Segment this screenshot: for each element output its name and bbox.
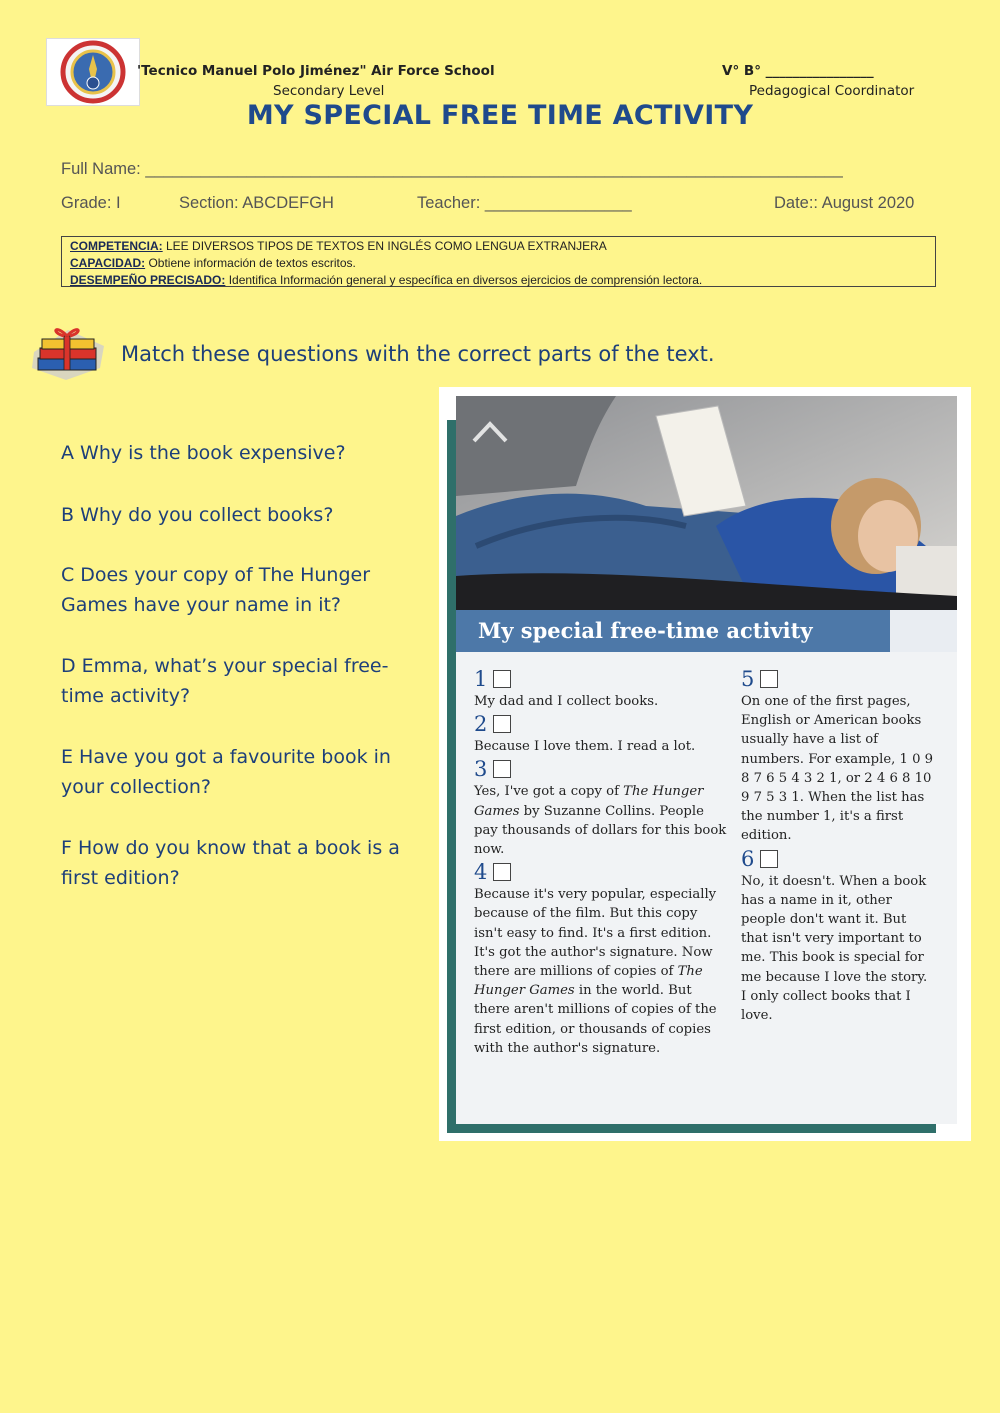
capacidad-line [70, 255, 927, 272]
capacidad-text: Obtiene información de textos escritos. [145, 256, 356, 270]
item-text-2: Because I love them. I read a lot. [474, 739, 696, 755]
item-number-2: 2 [474, 711, 728, 737]
girl-reading-photo [456, 396, 957, 610]
competencia-label: COMPETENCIA: [70, 239, 163, 253]
article-right-column [741, 666, 935, 1025]
article-title-banner: My special free-time activity [456, 610, 890, 652]
item-text-5: On one of the first pages, English or American books usually have a list of numbers. For example, 1 0 9 8 7 6 5 4 3 2 1, or 2 4 6 8 10 9 7 5 3 1. When the list has the number 1, it's a first edition. [741, 694, 934, 844]
coordinator-label: Pedagogical Coordinator [749, 83, 915, 99]
school-logo [46, 38, 140, 106]
question-d: D Emma, what’s your special free-time activity? [61, 655, 389, 707]
school-name: 'Tecnico Manuel Polo Jiménez" Air Force School [137, 63, 495, 79]
answer-box-4[interactable] [493, 863, 511, 881]
capacidad-label: CAPACIDAD: [70, 256, 146, 270]
page-title: MY SPECIAL FREE TIME ACTIVITY [246, 100, 754, 131]
section-field: Section: ABCDEFGH [179, 194, 334, 212]
instruction-text: Match these questions with the correct parts of the text. [121, 342, 715, 366]
approval-signature-line: V° B° ________________ [722, 63, 874, 79]
item-number-5: 5 [741, 666, 935, 692]
desempeno-line [70, 272, 927, 289]
date-field: Date:: August 2020 [774, 194, 915, 212]
item-text-1: My dad and I collect books. [474, 694, 659, 709]
books-gift-icon [28, 322, 108, 384]
banner-margin [890, 610, 957, 652]
teal-bottom-border [447, 1124, 936, 1133]
answer-box-5[interactable] [760, 670, 778, 688]
teacher-field: Teacher: ________________ [417, 194, 632, 212]
competencia-text: LEE DIVERSOS TIPOS DE TEXTOS EN INGLÉS COMO LENGUA EXTRANJERA [162, 239, 607, 253]
item-text-3: Yes, I've got a copy of The Hunger Games by Suzanne Collins. People pay thousands of dollars for this book now. [474, 784, 727, 858]
school-level: Secondary Level [273, 83, 385, 99]
question-f: F How do you know that a book is a first edition? [61, 837, 400, 889]
competencia-line [70, 238, 927, 255]
answer-box-3[interactable] [493, 760, 511, 778]
answer-box-2[interactable] [493, 715, 511, 733]
article-left-column [474, 666, 728, 1058]
teal-left-border [447, 420, 456, 1133]
answer-box-6[interactable] [760, 850, 778, 868]
question-e: E Have you got a favourite book in your collection? [61, 746, 391, 798]
desempeno-label: DESEMPEÑO PRECISADO: [70, 273, 226, 287]
desempeno-text: Identifica Información general y específica en diversos ejercicios de comprensión lectora. [225, 273, 703, 287]
question-a: A Why is the book expensive? [61, 442, 346, 464]
item-number-1: 1 [474, 666, 728, 692]
grade-field: Grade: I [61, 194, 121, 212]
item-number-6: 6 [741, 846, 935, 872]
competency-box [61, 236, 936, 287]
item-text-4: Because it's very popular, especially because of the film. But this copy isn't easy to find. It's a first edition. It's got the author's signature. Now there are millions of copies of The Hunger Games in the world. But there aren't millions of copies of the first edition, or thousands of copies with the author's signature. [474, 887, 717, 1056]
item-text-6: No, it doesn't. When a book has a name in it, other people don't want it. But that isn't very important to me. This book is special for me because I love the story. I only collect books that I love. [741, 873, 928, 1024]
item-number-4: 4 [474, 859, 728, 885]
answer-box-1[interactable] [493, 670, 511, 688]
full-name-field: Full Name: ____________________________________________________________________________ [61, 160, 843, 178]
item-number-3: 3 [474, 756, 728, 782]
question-c: C Does your copy of The Hunger Games have your name in it? [61, 564, 371, 616]
question-b: B Why do you collect books? [61, 504, 334, 526]
